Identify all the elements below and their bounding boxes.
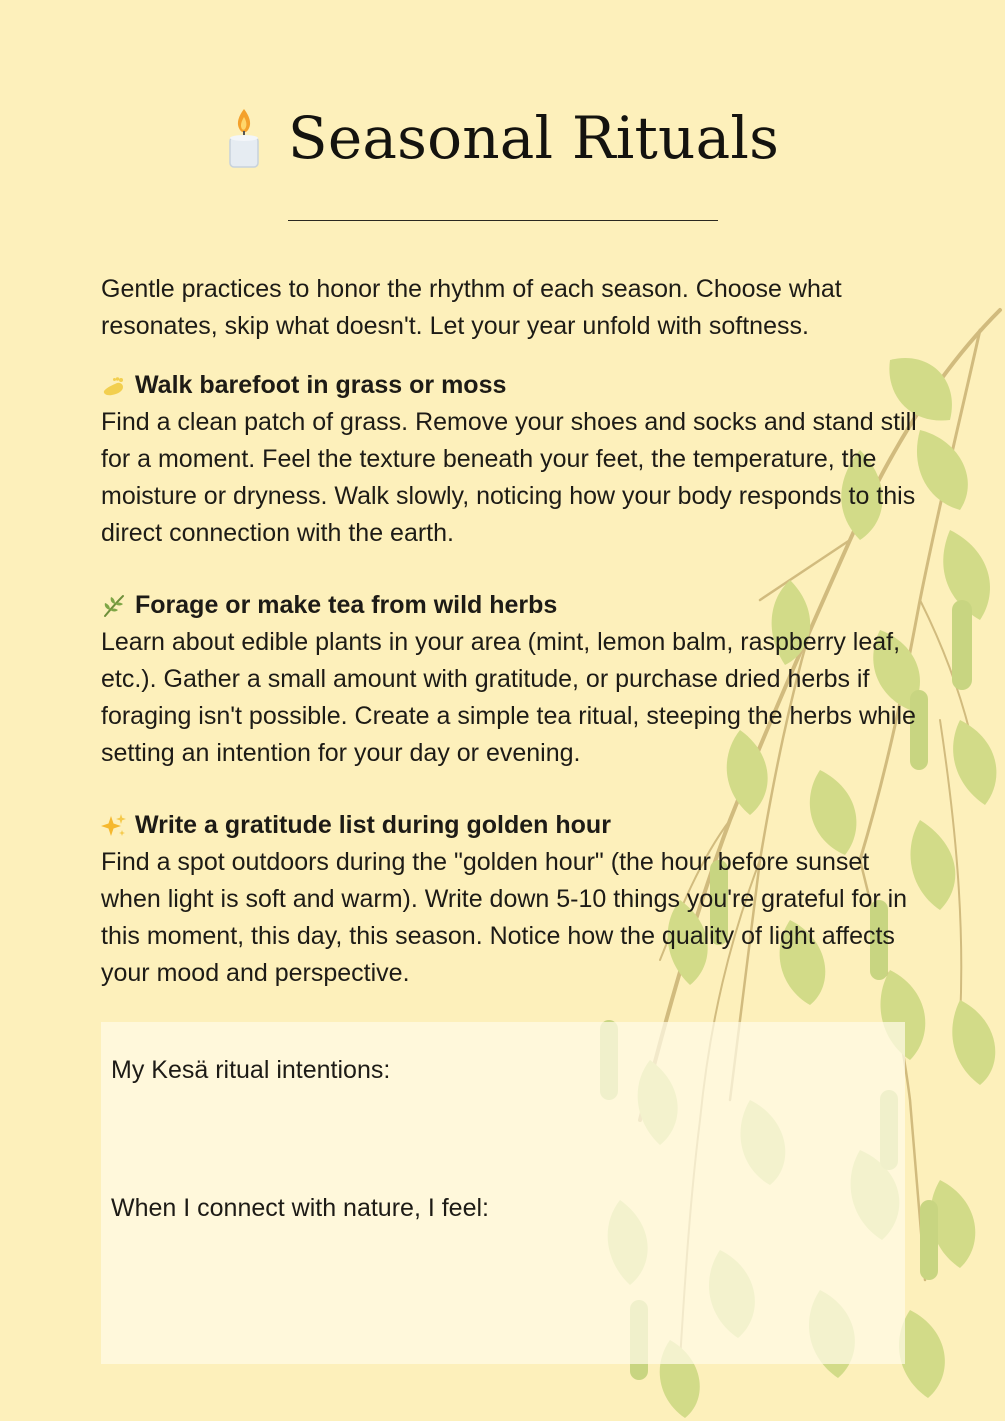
ritual-heading xyxy=(101,587,921,624)
ritual-item xyxy=(101,807,921,992)
ritual-description: Find a clean patch of grass. Remove your shoes and socks and stand still for a moment. Feel the texture beneath your feet, the temperature, the moisture or dryness. Walk slowly, noticing how your body responds to this direct connection with the earth. xyxy=(101,408,917,547)
ritual-item xyxy=(101,367,921,552)
journal-box[interactable] xyxy=(101,1022,905,1364)
journal-prompt-intentions: My Kesä ritual intentions: xyxy=(111,1056,391,1084)
title-block xyxy=(0,98,1005,178)
ritual-item xyxy=(101,587,921,772)
ritual-title: Forage or make tea from wild herbs xyxy=(135,591,558,619)
page-title xyxy=(226,98,779,178)
title-text: Seasonal Rituals xyxy=(287,104,780,172)
ritual-title: Write a gratitude list during golden hour xyxy=(135,811,611,839)
ritual-description: Find a spot outdoors during the "golden hour" (the hour before sunset when light is soft and warm). Write down 5-10 things you're grateful for in this moment, this day, this season. Notice how the quality of light affects your mood and perspective. xyxy=(101,848,908,987)
intro-paragraph: Gentle practices to honor the rhythm of each season. Choose what resonates, skip what doesn't. Let your year unfold with softness. xyxy=(101,275,842,340)
ritual-title: Walk barefoot in grass or moss xyxy=(135,371,507,399)
journal-prompt-feelings: When I connect with nature, I feel: xyxy=(111,1194,489,1222)
ritual-heading xyxy=(101,367,921,404)
ritual-heading xyxy=(101,807,921,844)
herb-icon xyxy=(101,593,127,619)
foot-icon xyxy=(101,373,127,399)
sparkles-icon xyxy=(101,813,127,839)
ritual-description: Learn about edible plants in your area (mint, lemon balm, raspberry leaf, etc.). Gather a small amount with gratitude, or purchase dried herbs if foraging isn't possible. Create a simple tea ritual, steeping the herbs while setting an intention for your day or evening. xyxy=(101,628,916,767)
title-divider xyxy=(288,220,718,221)
candle-icon xyxy=(226,107,262,169)
